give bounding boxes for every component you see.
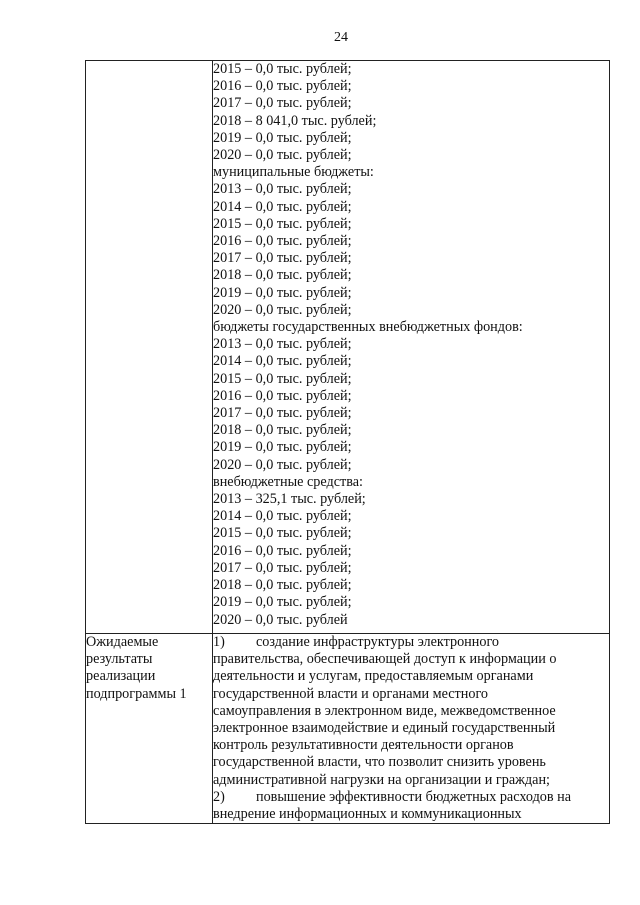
result-item-first-line: [213, 789, 609, 806]
budget-line: 2017 – 0,0 тыс. рублей;: [213, 250, 352, 267]
budget-line: 2016 – 0,0 тыс. рублей;: [213, 387, 352, 404]
budget-line: 2019 – 0,0 тыс. рублей;: [213, 129, 352, 146]
results-row-content-cell: [213, 634, 610, 824]
result-item-line: внедрение информационных и коммуникационных: [213, 806, 522, 823]
result-item-line: контроль результативности деятельности органов: [213, 737, 514, 754]
budget-line: 2015 – 0,0 тыс. рублей;: [213, 370, 352, 387]
budget-line: 2015 – 0,0 тыс. рублей;: [213, 525, 352, 542]
budget-line: 2014 – 0,0 тыс. рублей;: [213, 353, 352, 370]
budget-line: 2018 – 8 041,0 тыс. рублей;: [213, 112, 377, 129]
budget-line: 2020 – 0,0 тыс. рублей;: [213, 147, 352, 164]
budget-line: 2019 – 0,0 тыс. рублей;: [213, 594, 352, 611]
budget-line: 2019 – 0,0 тыс. рублей;: [213, 439, 352, 456]
result-item-number: 2): [213, 788, 225, 805]
budget-line: 2017 – 0,0 тыс. рублей;: [213, 559, 352, 576]
results-items-list: [213, 634, 609, 823]
result-item-line: правительства, обеспечивающей доступ к информации о: [213, 651, 557, 668]
results-label-line: подпрограммы 1: [86, 685, 187, 702]
result-item-line: государственной власти и органами местного: [213, 685, 489, 702]
result-item-number: 1): [213, 634, 225, 650]
budget-line: 2020 – 0,0 тыс. рублей;: [213, 301, 352, 318]
budget-line: 2013 – 0,0 тыс. рублей;: [213, 336, 352, 353]
result-item-line: деятельности и услугам, предоставляемым органами: [213, 668, 534, 685]
budget-line: 2017 – 0,0 тыс. рублей;: [213, 95, 352, 112]
budget-line: 2016 – 0,0 тыс. рублей;: [213, 78, 352, 95]
budget-line: 2017 – 0,0 тыс. рублей;: [213, 405, 352, 422]
result-item-first-line: [213, 634, 609, 651]
budget-line: 2018 – 0,0 тыс. рублей;: [213, 577, 352, 594]
results-row-label-cell: [86, 634, 213, 824]
subprogram-passport-table: [85, 60, 610, 824]
budget-line: 2018 – 0,0 тыс. рублей;: [213, 267, 352, 284]
budget-line: 2015 – 0,0 тыс. рублей;: [213, 215, 352, 232]
budget-row-label-cell: [86, 61, 213, 634]
budget-line: 2013 – 0,0 тыс. рублей;: [213, 181, 352, 198]
budget-lines-list: [213, 61, 609, 629]
budget-line: 2014 – 0,0 тыс. рублей;: [213, 198, 352, 215]
budget-line: 2014 – 0,0 тыс. рублей;: [213, 508, 352, 525]
budget-line: внебюджетные средства:: [213, 473, 363, 490]
result-item-line: административной нагрузки на организации и граждан;: [213, 771, 550, 788]
budget-row-content-cell: [213, 61, 610, 634]
budget-line: 2019 – 0,0 тыс. рублей;: [213, 284, 352, 301]
budget-line: муниципальные бюджеты:: [213, 164, 374, 181]
budget-line: 2013 – 325,1 тыс. рублей;: [213, 491, 366, 508]
result-item-first-text: создание инфраструктуры электронного: [256, 634, 500, 650]
budget-line: 2020 – 0,0 тыс. рублей: [213, 611, 348, 628]
budget-line: 2016 – 0,0 тыс. рублей;: [213, 542, 352, 559]
results-label-line: Ожидаемые: [86, 634, 159, 650]
budget-line: 2015 – 0,0 тыс. рублей;: [213, 61, 352, 77]
page-number: 24: [334, 30, 348, 45]
result-item-first-text: повышение эффективности бюджетных расходов на: [256, 788, 572, 805]
results-label-lines: [86, 634, 212, 703]
result-item-line: электронное взаимодействие и единый государственный: [213, 720, 556, 737]
budget-line: 2018 – 0,0 тыс. рублей;: [213, 422, 352, 439]
results-label-line: реализации: [86, 668, 156, 685]
table-row-budget-financing: [86, 61, 610, 634]
result-item-line: государственной власти, что позволит снизить уровень: [213, 754, 546, 771]
budget-line: 2020 – 0,0 тыс. рублей;: [213, 456, 352, 473]
table-row-expected-results: [86, 634, 610, 824]
result-item-line: самоуправления в электронном виде, межведомственное: [213, 702, 556, 719]
results-label-line: результаты: [86, 651, 153, 668]
budget-line: бюджеты государственных внебюджетных фондов:: [213, 319, 523, 336]
budget-line: 2016 – 0,0 тыс. рублей;: [213, 233, 352, 250]
